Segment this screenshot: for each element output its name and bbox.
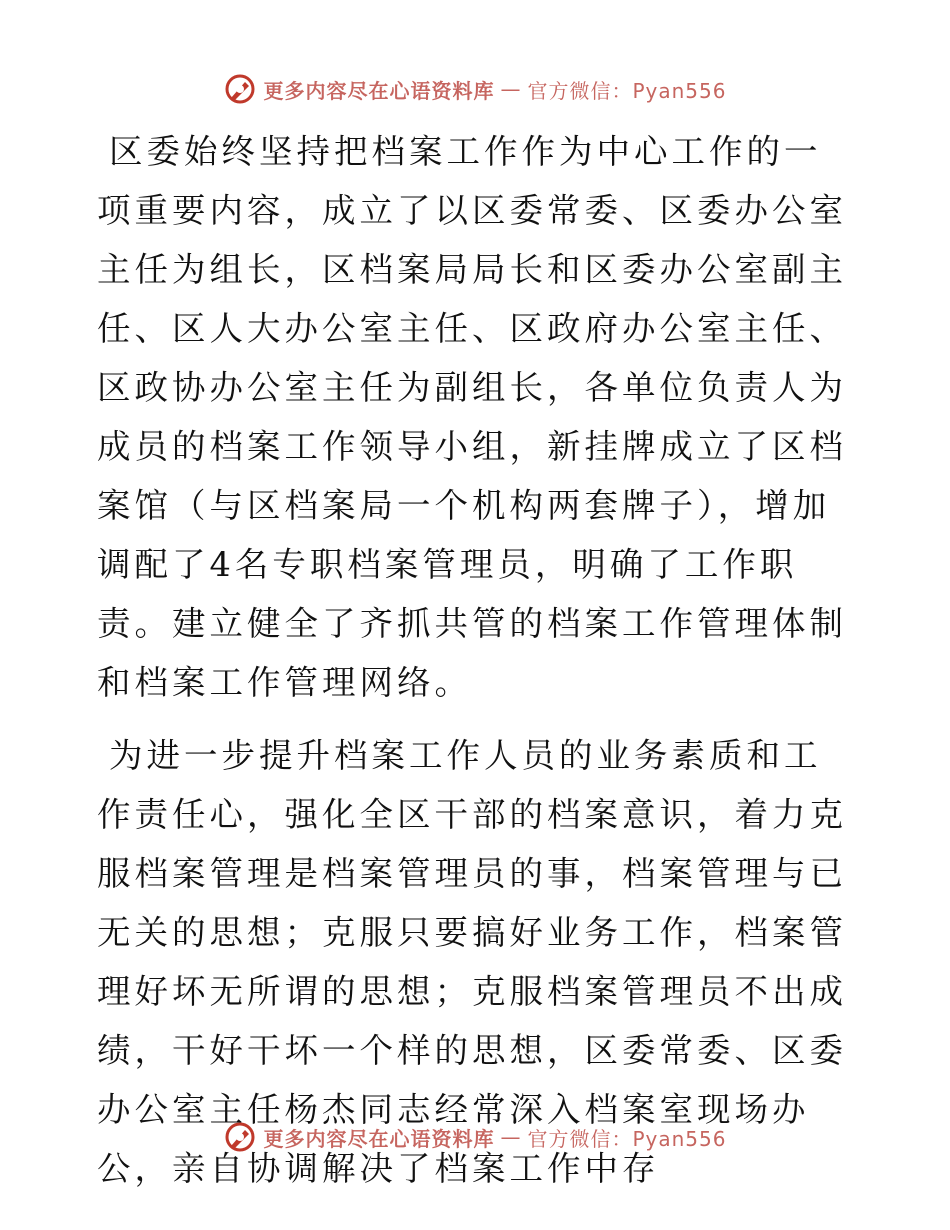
paragraph-1: 区委始终坚持把档案工作作为中心工作的一项重要内容，成立了以区委常委、区委办公室主任为组长，区档案局局长和区委办公室副主任、区人大办公室主任、区政府办公室主任、区政协办公室主任为副组长，各单位负责人为成员的档案工作领导小组，新挂牌成立了区档案馆（与区档案局一个机构两套牌子），增加调配了4名专职档案管理员，明确了工作职责。建立健全了齐抓共管的档案工作管理体制和档案工作管理网络。: [97, 132, 847, 702]
watermark-dash: —: [500, 1125, 522, 1149]
document-body: [97, 122, 857, 1198]
header-watermark: [0, 72, 950, 106]
pen-logo-icon: [223, 72, 257, 106]
watermark-main-text: 更多内容尽在心语资料库: [263, 1126, 495, 1151]
watermark-wechat-text: 官方微信：Pyan556: [527, 1126, 727, 1151]
pen-logo-icon: [223, 1120, 257, 1154]
watermark-main-text: 更多内容尽在心语资料库: [263, 78, 495, 103]
footer-watermark: [0, 1120, 950, 1154]
paragraph-2: 为进一步提升档案工作人员的业务素质和工作责任心，强化全区干部的档案意识，着力克服档案管理是档案管理员的事，档案管理与已无关的思想；克服只要搞好业务工作，档案管理好坏无所谓的思想；克服档案管理员不出成绩，干好干坏一个样的思想，区委常委、区委办公室主任杨杰同志经常深入档案室现场办公，亲自协调解决了档案工作中存: [97, 736, 847, 1188]
watermark-dash: —: [500, 77, 522, 101]
watermark-wechat-text: 官方微信：Pyan556: [527, 78, 727, 103]
